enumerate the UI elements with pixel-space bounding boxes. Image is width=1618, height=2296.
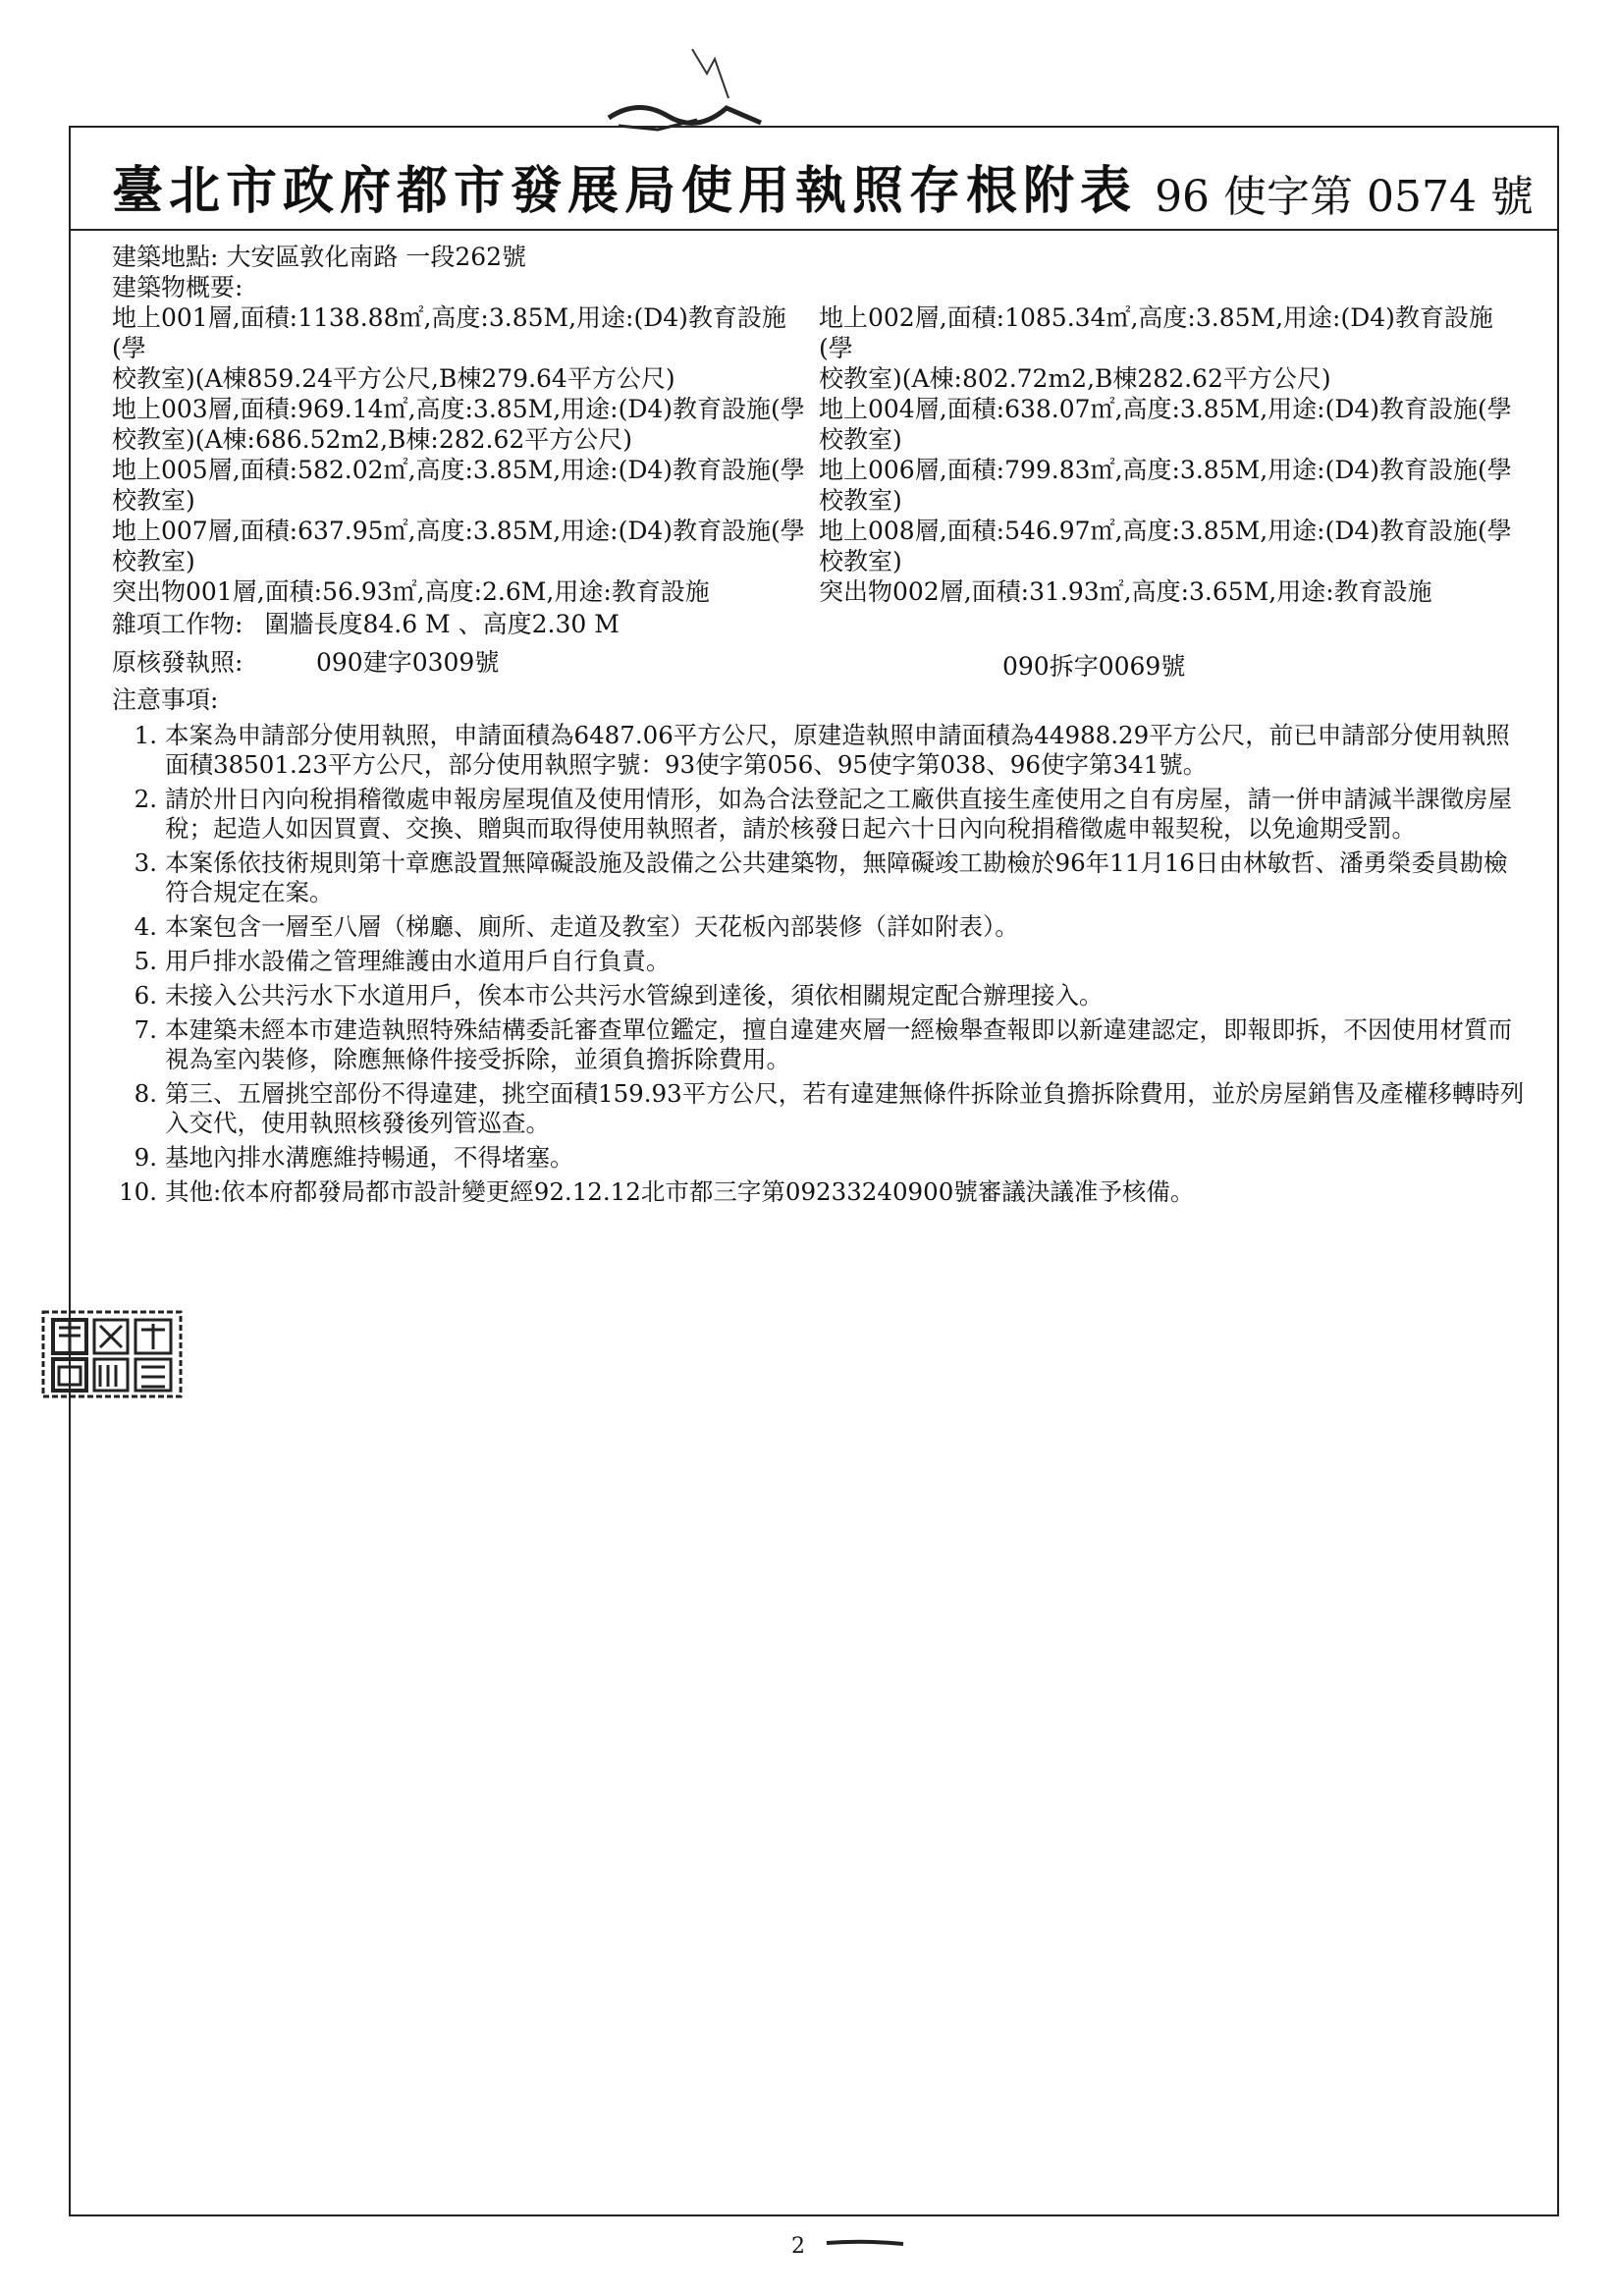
- floor-entry: 地上005層,面積:582.02㎡,高度:3.85M,用途:(D4)教育設施(學 校教室): [112, 456, 805, 515]
- permit-number: 96 使字第 0574 號: [1155, 172, 1534, 222]
- site-location: [112, 242, 1526, 272]
- form-body: [112, 242, 1526, 1212]
- page-number-underline: [825, 2239, 905, 2247]
- floor-entry: 地上004層,面積:638.07㎡,高度:3.85M,用途:(D4)教育設施(學 校教室): [819, 395, 1512, 454]
- notes-list: [112, 721, 1526, 1207]
- note-item: 5. 用戶排水設備之管理維護由水道用戶自行負責。: [134, 947, 671, 975]
- notes-label: 注意事項:: [112, 685, 219, 714]
- original-permits: [112, 647, 1526, 684]
- floor-entry: 地上007層,面積:637.95㎡,高度:3.85M,用途:(D4)教育設施(學 校教室): [112, 517, 805, 575]
- floor-entry: 突出物001層,面積:56.93㎡,高度:2.6M,用途:教育設施: [112, 577, 710, 606]
- signature-scribble: [599, 39, 776, 137]
- floor-entry: 地上003層,面積:969.14㎡,高度:3.85M,用途:(D4)教育設施(學 校教室)(A棟:686.52m2,B棟:282.62平方公尺): [112, 395, 805, 454]
- summary-label: 建築物概要:: [112, 273, 243, 301]
- note-item: 1. 本案為申請部分使用執照，申請面積為6487.06平方公尺，原建造執照申請面積為44988.29平方公尺，前已申請部分使用執照面積38501.23平方公尺，部分使用執照字號：93使字第056、95使字第038、96使字第341號。: [134, 721, 1510, 779]
- site-value: 大安區敦化南路 一段262號: [226, 243, 527, 271]
- misc-label: 雜項工作物:: [112, 610, 243, 638]
- floor-entry: 突出物002層,面積:31.93㎡,高度:3.65M,用途:教育設施: [819, 577, 1432, 606]
- note-item: 4. 本案包含一層至八層（梯廳、廁所、走道及教室）天花板內部裝修（詳如附表）。: [134, 912, 1019, 941]
- original-permit-build: 090建字0309號: [316, 648, 500, 677]
- floor-entry: 地上006層,面積:799.83㎡,高度:3.85M,用途:(D4)教育設施(學 校教室): [819, 456, 1512, 515]
- note-item: 3. 本案係依技術規則第十章應設置無障礙設施及設備之公共建築物，無障礙竣工勘檢於96年11月16日由林敏哲、潘勇榮委員勘檢符合規定在案。: [134, 848, 1508, 906]
- note-item: 6. 未接入公共污水下水道用戶，俟本市公共污水管線到達後，須依相關規定配合辦理接入。: [134, 981, 1104, 1010]
- note-item: 9. 基地內排水溝應維持暢通，不得堵塞。: [134, 1143, 574, 1172]
- page-number: 2: [791, 2234, 805, 2259]
- floor-list: [112, 302, 1526, 607]
- floor-entry: 地上008層,面積:546.97㎡,高度:3.85M,用途:(D4)教育設施(學 校教室): [819, 517, 1512, 575]
- permit-form-frame: [69, 126, 1559, 2216]
- misc-value: 圍牆長度84.6 M 、高度2.30 M: [264, 610, 620, 638]
- title-row: [71, 128, 1557, 231]
- official-seal-stamp: [39, 1306, 187, 1404]
- original-permit-demolish: 090拆字0069號: [1002, 652, 1186, 681]
- misc-structures: [112, 609, 1526, 639]
- site-label: 建築地點:: [112, 243, 219, 271]
- document-title: 臺北市政府都市發展局使用執照存根附表: [112, 161, 1138, 221]
- original-label: 原核發執照:: [112, 648, 243, 677]
- note-item: 7. 本建築未經本市建造執照特殊結構委託審查單位鑑定，擅自違建夾層一經檢舉查報即以新違建認定，即報即拆，不因使用材質而視為室內裝修，除應無條件接受拆除，並須負擔拆除費用。: [134, 1015, 1512, 1073]
- note-item: 10. 其他:依本府都發局都市設計變更經92.12.12北市都三字第09233240900號審議決議准予核備。: [119, 1177, 1195, 1206]
- floor-entry: 地上002層,面積:1085.34㎡,高度:3.85M,用途:(D4)教育設施(學 校教室)(A棟:802.72m2,B棟282.62平方公尺): [819, 303, 1493, 393]
- floor-entry: 地上001層,面積:1138.88㎡,高度:3.85M,用途:(D4)教育設施(學 校教室)(A棟859.24平方公尺,B棟279.64平方公尺): [112, 303, 786, 393]
- note-item: 8. 第三、五層挑空部份不得違建，挑空面積159.93平方公尺，若有違建無條件拆除並負擔拆除費用，並於房屋銷售及產權移轉時列入交代，使用執照核發後列管巡查。: [134, 1079, 1525, 1137]
- note-item: 2. 請於卅日內向稅捐稽徵處申報房屋現值及使用情形，如為合法登記之工廠供直接生產使用之自有房屋，請一併申請減半課徵房屋稅；起造人如因買賣、交換、贈與而取得使用執照者，請於核發日起六十日內向稅捐稽徵處申報契稅，以免逾期受罰。: [134, 785, 1512, 843]
